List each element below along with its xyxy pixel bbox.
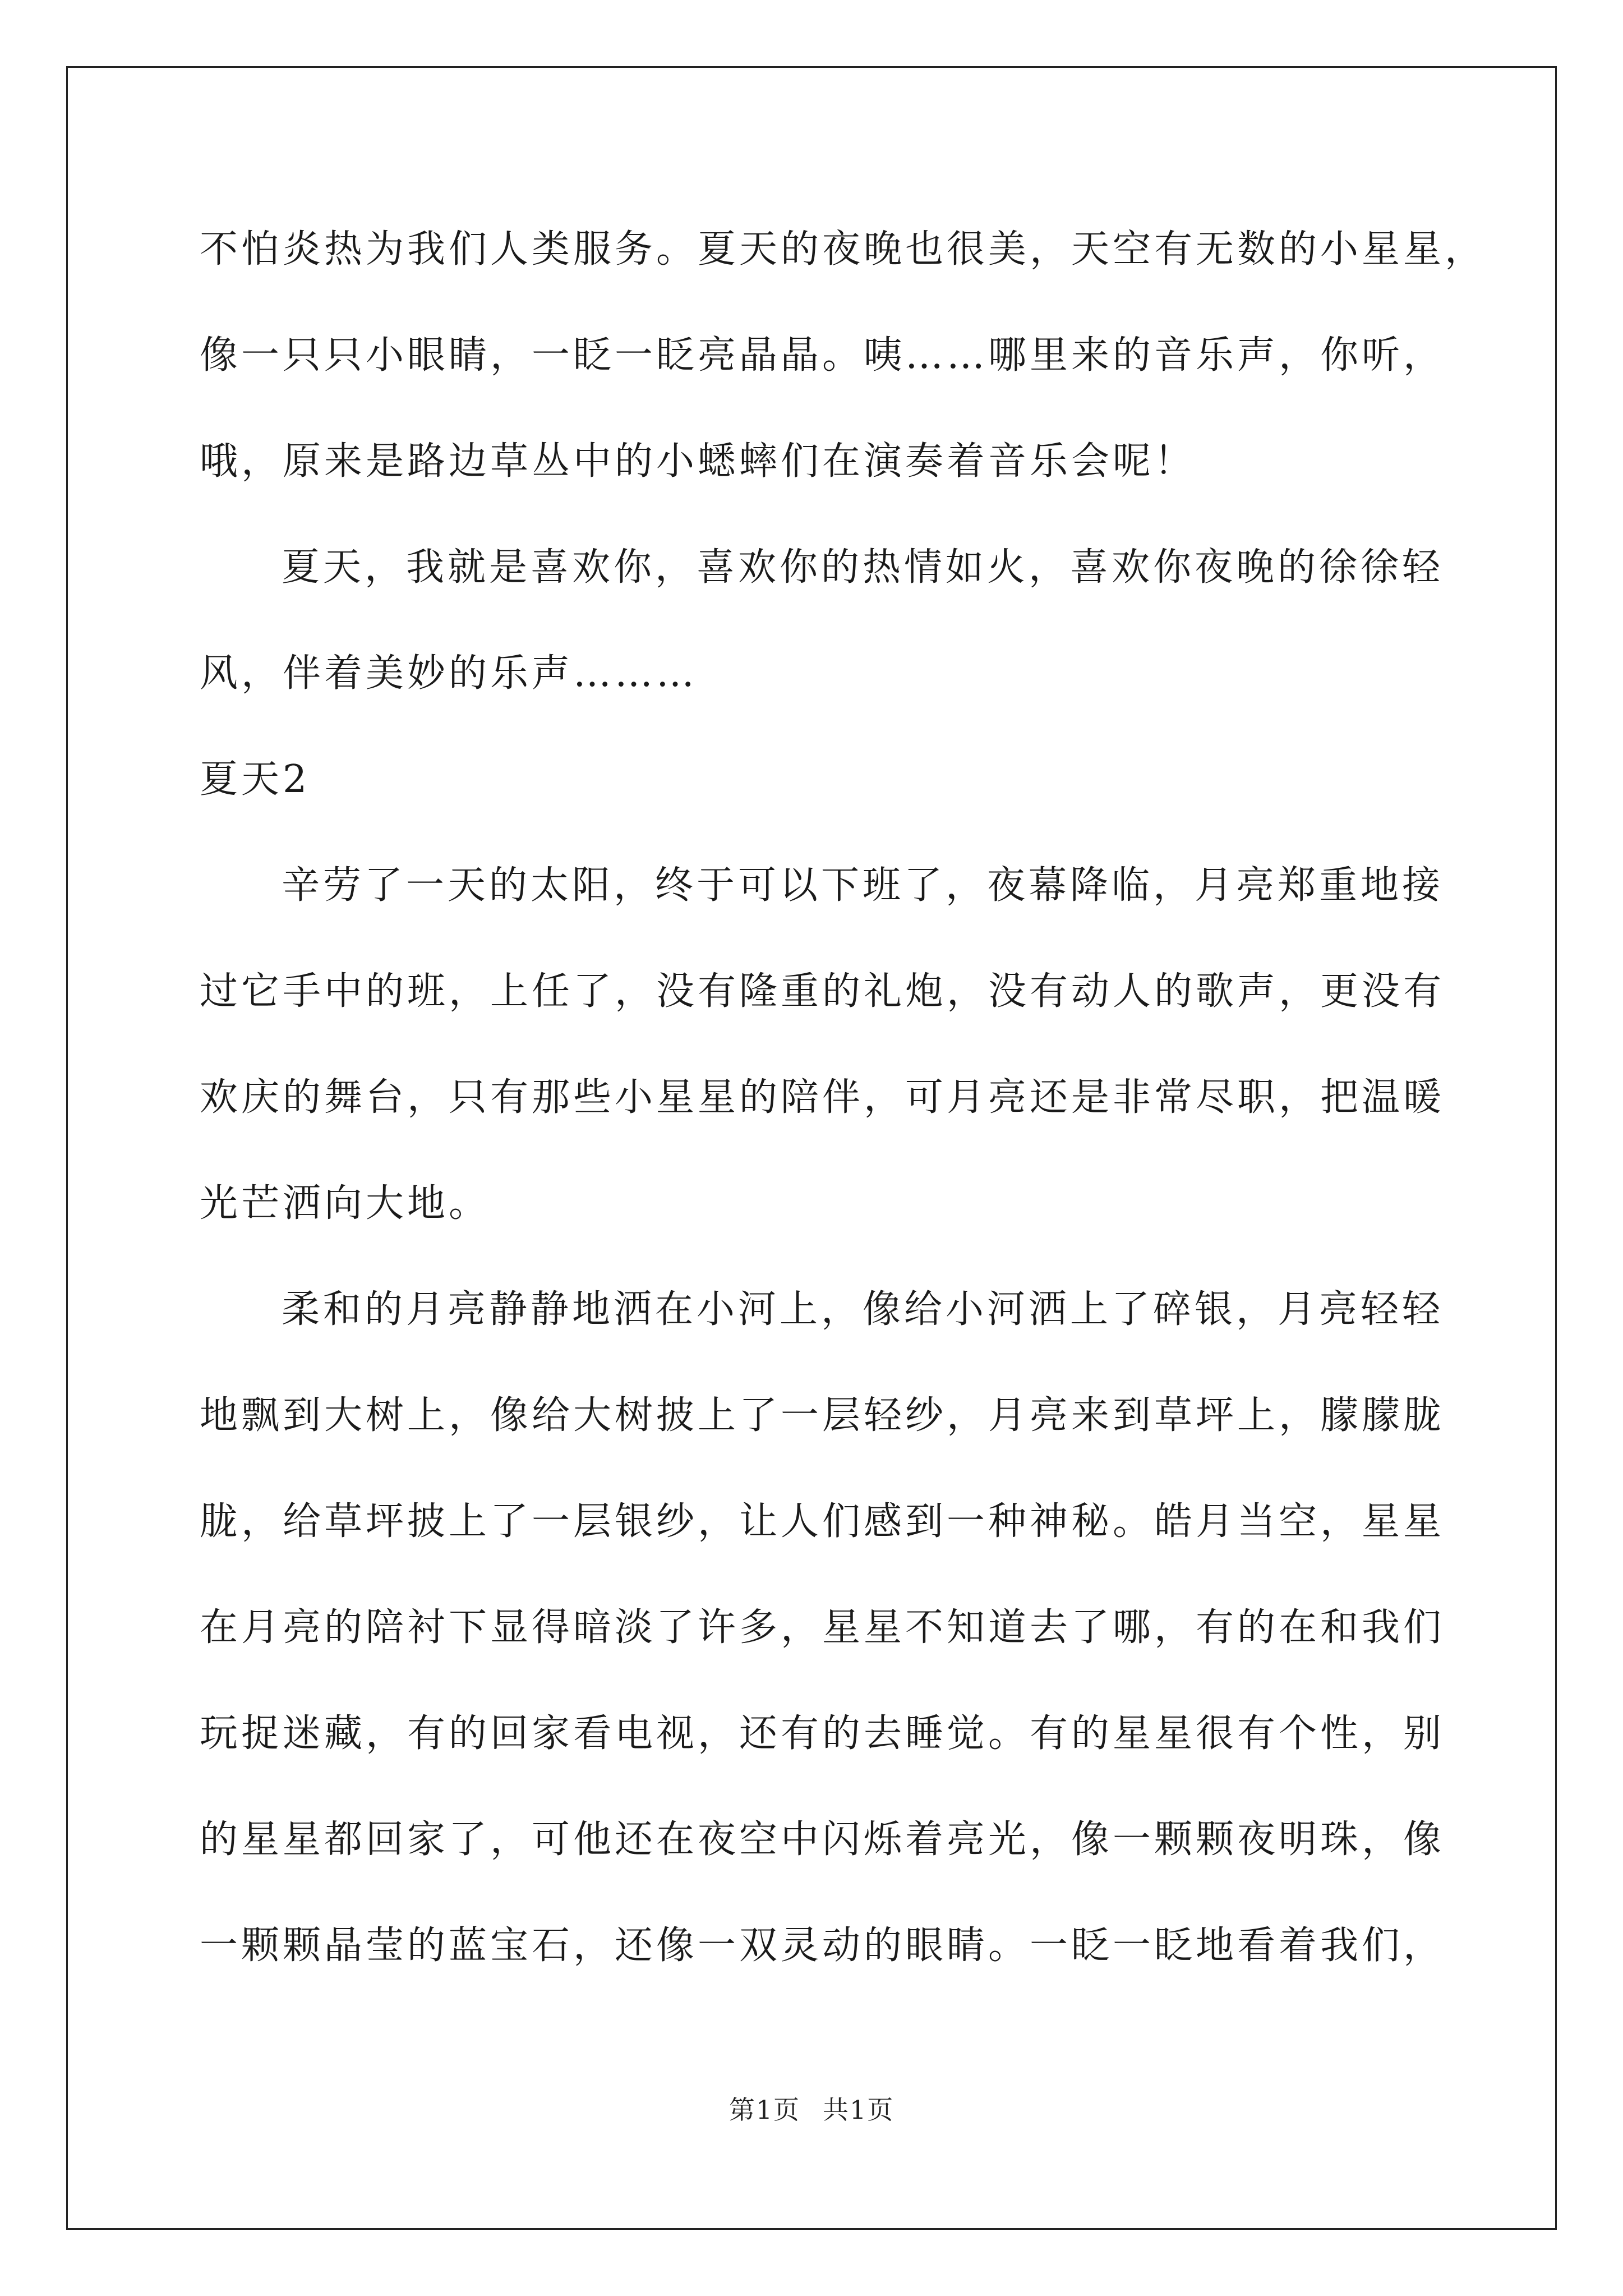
text-line: 过它手中的班，上任了，没有隆重的礼炮，没有动人的歌声，更没有	[200, 969, 1445, 1014]
text-line: 哦，原来是路边草丛中的小蟋蟀们在演奏着音乐会呢！	[200, 439, 1196, 484]
text-line: 胧，给草坪披上了一层银纱，让人们感到一种神秘。皓月当空，星星	[200, 1499, 1445, 1544]
text-line: 夏天，我就是喜欢你，喜欢你的热情如火，喜欢你夜晚的徐徐轻	[282, 545, 1444, 590]
text-line: 欢庆的舞台，只有那些小星星的陪伴，可月亮还是非常尽职，把温暖	[200, 1075, 1445, 1120]
text-line: 辛劳了一天的太阳，终于可以下班了，夜幕降临，月亮郑重地接	[282, 863, 1444, 908]
text-line: 玩捉迷藏，有的回家看电视，还有的去睡觉。有的星星很有个性，别	[200, 1711, 1445, 1756]
page-total: 共1页	[823, 2095, 895, 2125]
text-line: 夏天2	[200, 757, 311, 802]
text-line: 一颗颗晶莹的蓝宝石，还像一双灵动的眼睛。一眨一眨地看着我们，	[200, 1924, 1445, 1968]
text-line: 像一只只小眼睛，一眨一眨亮晶晶。咦……哪里来的音乐声，你听，	[200, 333, 1445, 378]
document-body	[200, 208, 1487, 2010]
text-line: 不怕炎热为我们人类服务。夏天的夜晚也很美，天空有无数的小星星，	[200, 227, 1487, 272]
page-number: 第1页	[728, 2095, 800, 2125]
text-line: 在月亮的陪衬下显得暗淡了许多，星星不知道去了哪，有的在和我们	[200, 1605, 1445, 1650]
text-line: 光芒洒向大地。	[200, 1181, 491, 1226]
page-footer	[0, 2090, 1623, 2127]
text-line: 地飘到大树上，像给大树披上了一层轻纱，月亮来到草坪上，朦朦胧	[200, 1393, 1445, 1438]
text-line: 柔和的月亮静静地洒在小河上，像给小河洒上了碎银，月亮轻轻	[282, 1287, 1444, 1332]
text-line: 的星星都回家了，可他还在夜空中闪烁着亮光，像一颗颗夜明珠，像	[200, 1818, 1445, 1862]
text-line: 风，伴着美妙的乐声………	[200, 651, 698, 696]
